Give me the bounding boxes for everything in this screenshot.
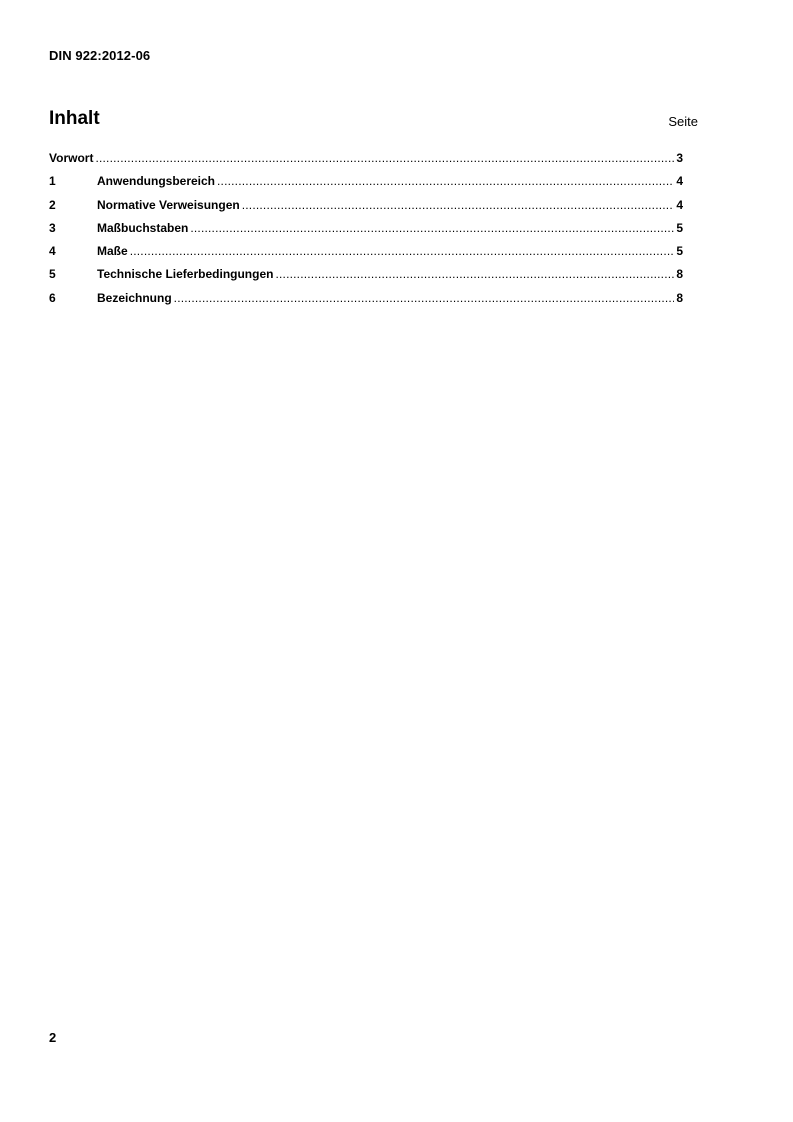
toc-entry-vorwort[interactable] bbox=[49, 151, 683, 174]
dot-leader bbox=[174, 291, 675, 305]
toc-entry-3[interactable] bbox=[49, 221, 683, 244]
toc-entry-1[interactable] bbox=[49, 174, 683, 197]
dot-leader bbox=[190, 221, 674, 235]
toc-entry-number: 1 bbox=[49, 174, 56, 189]
toc-entry-number: 5 bbox=[49, 267, 56, 282]
table-of-contents bbox=[49, 151, 683, 314]
toc-entry-page: 5 bbox=[676, 220, 683, 235]
toc-entry-page: 5 bbox=[676, 244, 683, 259]
toc-entry-label: Technische Lieferbedingungen bbox=[97, 267, 274, 282]
dot-leader bbox=[130, 244, 675, 258]
toc-entry-number: 3 bbox=[49, 220, 56, 235]
toc-entry-page: 4 bbox=[676, 197, 683, 212]
page-column-label: Seite bbox=[668, 114, 698, 129]
toc-entry-2[interactable] bbox=[49, 198, 683, 221]
dot-leader bbox=[242, 198, 675, 212]
toc-entry-page: 8 bbox=[676, 267, 683, 282]
toc-entry-number: 4 bbox=[49, 244, 56, 259]
toc-entry-page: 8 bbox=[676, 290, 683, 305]
toc-entry-label: Anwendungsbereich bbox=[97, 174, 216, 189]
toc-entry-number: 6 bbox=[49, 290, 56, 305]
dot-leader bbox=[95, 151, 674, 165]
toc-entry-label: Maßbuchstaben bbox=[97, 220, 189, 235]
toc-entry-label: Bezeichnung bbox=[97, 290, 172, 305]
toc-title: Inhalt bbox=[49, 108, 100, 129]
page-number: 2 bbox=[49, 1030, 57, 1045]
toc-entry-4[interactable] bbox=[49, 244, 683, 267]
toc-entry-6[interactable] bbox=[49, 291, 683, 314]
toc-entry-page: 3 bbox=[676, 151, 683, 165]
toc-entry-number: 2 bbox=[49, 197, 56, 212]
dot-leader bbox=[217, 174, 674, 188]
document-id: DIN 922:2012-06 bbox=[49, 48, 151, 63]
dot-leader bbox=[275, 267, 674, 281]
toc-entry-label: Normative Verweisungen bbox=[97, 197, 240, 212]
toc-entry-5[interactable] bbox=[49, 267, 683, 290]
toc-entry-label: Maße bbox=[97, 244, 128, 259]
toc-entry-label: Vorwort bbox=[49, 151, 94, 165]
toc-entry-page: 4 bbox=[676, 174, 683, 189]
